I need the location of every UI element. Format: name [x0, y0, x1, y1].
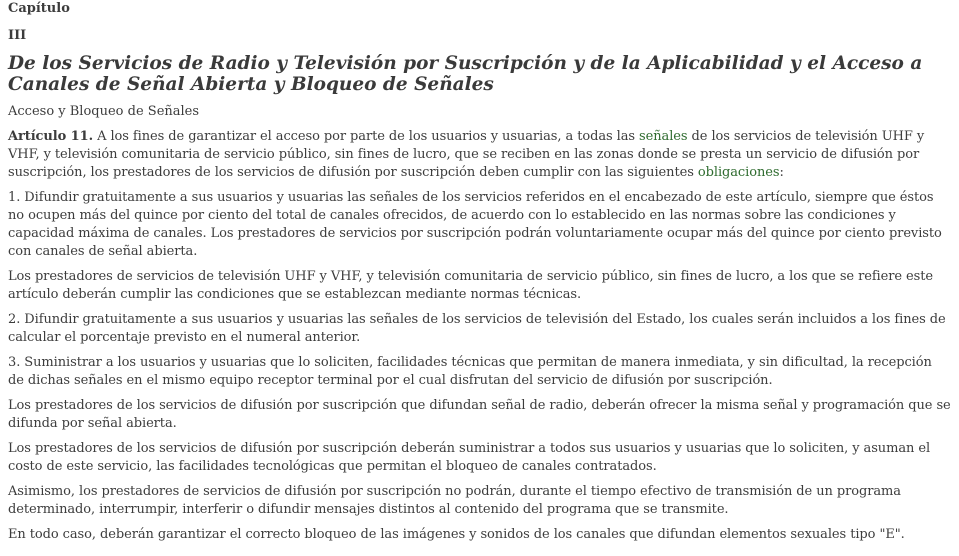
article-label: Artículo 11. [8, 129, 94, 144]
section-subtitle: Acceso y Bloqueo de Señales [8, 104, 200, 119]
paragraph-channel-blocking: Los prestadores de los servicios de difusión por suscripción deberán suministrar a todos sus usuarios y usuarias que lo soliciten, y asuman el costo de este servicio, las facilidades tecnológicas que permitan el bloqueo de canales contratados. [8, 441, 931, 474]
article-intro-text-3: : [779, 165, 784, 180]
paragraph-no-interruption: Asimismo, los prestadores de servicios de difusión por suscripción no podrán, durante el tiempo efectivo de transmisión de un programa determinado, interrumpir, interferir o difundir mensajes distintos al contenido del programa que se transmite. [8, 484, 901, 517]
obligaciones-link[interactable]: obligaciones [697, 165, 780, 180]
paragraph-uhf-vhf-conditions: Los prestadores de servicios de televisión UHF y VHF, y televisión comunitaria de servicio público, sin fines de lucro, a los que se refiere este artículo deberán cumplir las condiciones que se establezcan mediante normas técnicas. [8, 269, 934, 302]
paragraph-item-1: 1. Difundir gratuitamente a sus usuarios y usuarias las señales de los servicios referidos en el encabezado de este artículo, siempre que éstos no ocupen más del quince por ciento del total de canales ofrecidos, de acuerdo con lo establecido en las normas sobre las condiciones y capacidad máxima de canales. Los prestadores de servicios por suscripción podrán voluntariamente ocupar más del quince por ciento previsto con canales de señal abierta. [8, 190, 942, 259]
paragraph-type-e-blocking: En todo caso, deberán garantizar el correcto bloqueo de las imágenes y sonidos de los canales que difundan elementos sexuales tipo "E". [8, 527, 905, 542]
chapter-number: III [8, 28, 27, 43]
paragraph-radio-signal: Los prestadores de los servicios de difusión por suscripción que difundan señal de radio, deberán ofrecer la misma señal y programación que se difunda por señal abierta. [8, 398, 951, 431]
chapter-label: Capítulo [8, 1, 70, 16]
senales-link[interactable]: señales [639, 129, 688, 144]
chapter-title: De los Servicios de Radio y Televisión por Suscripción y de la Aplicabilidad y el Acceso a Canales de Señal Abierta y Bloqueo de Señales [8, 53, 923, 95]
paragraph-item-3: 3. Suministrar a los usuarios y usuarias que lo soliciten, facilidades técnicas que permitan de manera inmediata, y sin dificultad, la recepción de dichas señales en el mismo equipo receptor terminal por el cual disfrutan del servicio de difusión por suscripción. [8, 355, 932, 388]
article-intro-paragraph [8, 128, 951, 182]
article-intro-text-1: A los fines de garantizar el acceso por parte de los usuarios y usuarias, a todas las [93, 129, 640, 144]
article-intro-text-2: de los servicios de televisión UHF y VHF, y televisión comunitaria de servicio público, sin fines de lucro, que se reciben en las zonas donde se presta un servicio de difusión por suscripción, los prestadores de los servicios de difusión por suscripción deben cumplir con las siguientes [8, 129, 925, 180]
paragraph-item-2: 2. Difundir gratuitamente a sus usuarios y usuarias las señales de los servicios de televisión del Estado, los cuales serán incluidos a los fines de calcular el porcentaje previsto en el numeral anterior. [8, 312, 946, 345]
